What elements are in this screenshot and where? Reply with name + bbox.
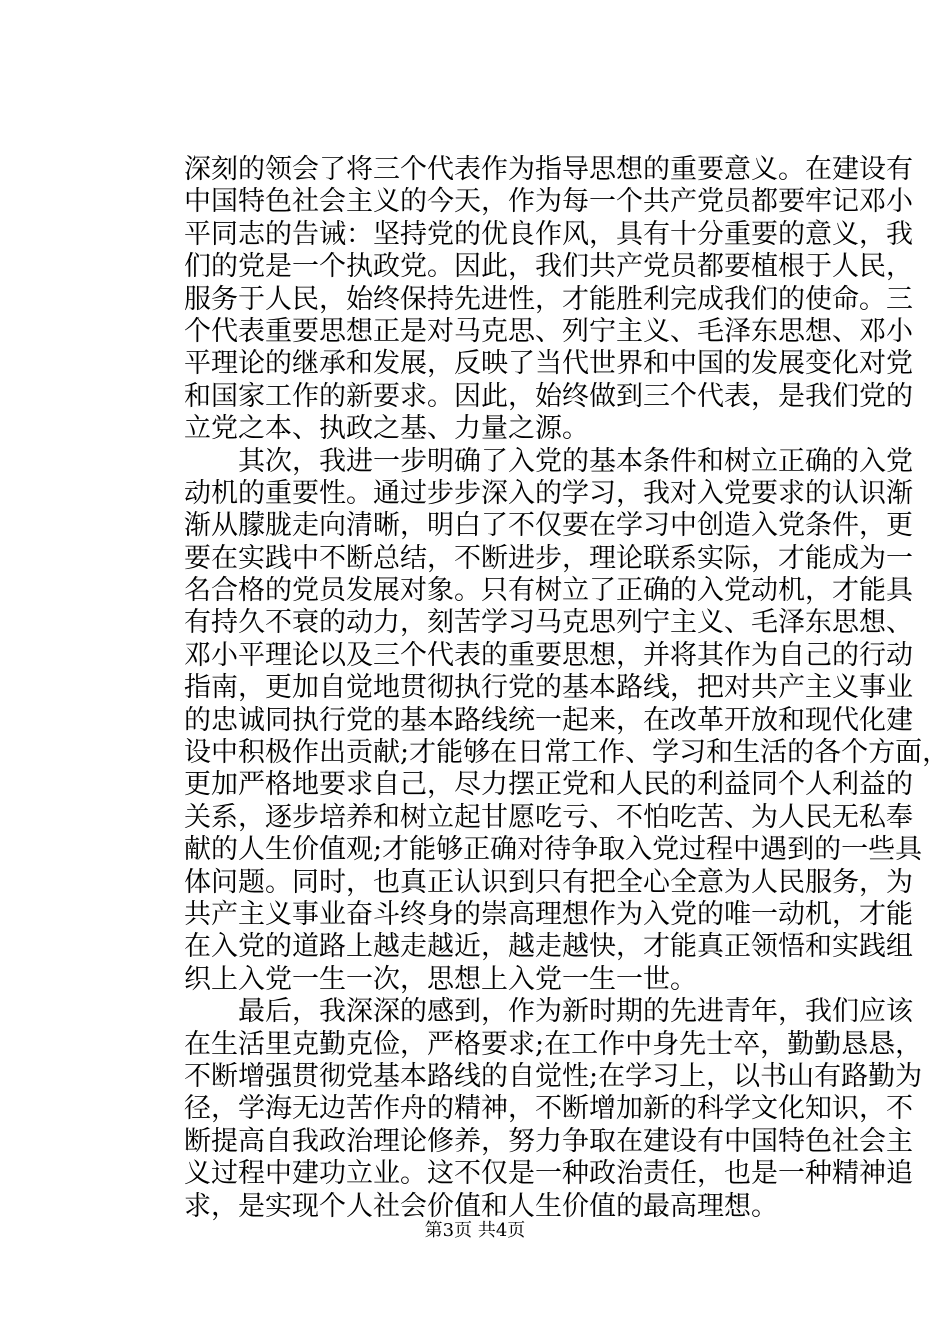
text-line: 平同志的告诫：坚持党的优良作风，具有十分重要的意义，我 [184, 218, 913, 250]
text-line: 和国家工作的新要求。因此，始终做到三个代表，是我们党的 [184, 380, 913, 412]
text-line: 在入党的道路上越走越近，越走越快，才能真正领悟和实践组 [184, 931, 913, 963]
text-line: 个代表重要思想正是对马克思、列宁主义、毛泽东思想、邓小 [184, 315, 913, 347]
text-line: 邓小平理论以及三个代表的重要思想，并将其作为自己的行动 [184, 639, 913, 671]
text-line: 渐从朦胧走向清晰，明白了不仅要在学习中创造入党条件，更 [184, 510, 913, 542]
text-line: 的忠诚同执行党的基本路线统一起来，在改革开放和现代化建 [184, 704, 913, 736]
text-line: 在生活里克勤克俭，严格要求;在工作中身先士卒，勤勤恳恳， [184, 1028, 923, 1060]
text-line: 体问题。同时，也真正认识到只有把全心全意为人民服务，为 [184, 866, 913, 898]
text-line: 断提高自我政治理论修养，努力争取在建设有中国特色社会主 [184, 1125, 913, 1157]
text-line: 织上入党一生一次，思想上入党一生一世。 [184, 963, 697, 995]
text-line: 求，是实现个人社会价值和人生价值的最高理想。 [184, 1190, 778, 1222]
text-line: 中国特色社会主义的今天，作为每一个共产党员都要牢记邓小 [184, 186, 913, 218]
text-line: 名合格的党员发展对象。只有树立了正确的入党动机，才能具 [184, 575, 913, 607]
text-line: 设中积极作出贡献;才能够在日常工作、学习和生活的各个方面， [184, 737, 950, 769]
text-line: 更加严格地要求自己，尽力摆正党和人民的利益同个人利益的 [184, 769, 913, 801]
text-line: 指南，更加自觉地贯彻执行党的基本路线，把对共产主义事业 [184, 672, 913, 704]
text-line: 服务于人民，始终保持先进性，才能胜利完成我们的使命。三 [184, 283, 913, 315]
text-line: 径，学海无边苦作舟的精神，不断增加新的科学文化知识，不 [184, 1093, 913, 1125]
page-number-footer: 第3页 共4页 [424, 1220, 526, 1241]
text-line: 献的人生价值观;才能够正确对待争取入党过程中遇到的一些具 [184, 834, 923, 866]
text-line: 立党之本、执政之基、力量之源。 [184, 413, 589, 445]
text-line: 义过程中建功立业。这不仅是一种政治责任，也是一种精神追 [184, 1158, 913, 1190]
text-line: 要在实践中不断总结，不断进步，理论联系实际，才能成为一 [184, 542, 913, 574]
text-line: 有持久不衰的动力，刻苦学习马克思列宁主义、毛泽东思想、 [184, 607, 913, 639]
text-line: 关系，逐步培养和树立起甘愿吃亏、不怕吃苦、为人民无私奉 [184, 801, 913, 833]
text-line: 最后，我深深的感到，作为新时期的先进青年，我们应该 [184, 996, 913, 1028]
text-line: 深刻的领会了将三个代表作为指导思想的重要意义。在建设有 [184, 154, 913, 185]
body-text [184, 154, 950, 1223]
text-line: 其次，我进一步明确了入党的基本条件和树立正确的入党 [184, 445, 913, 477]
text-line: 不断增强贯彻党基本路线的自觉性;在学习上，以书山有路勤为 [184, 1060, 923, 1092]
text-line: 共产主义事业奋斗终身的崇高理想作为入党的唯一动机，才能 [184, 898, 913, 930]
text-line: 们的党是一个执政党。因此，我们共产党员都要植根于人民， [184, 251, 913, 283]
text-line: 平理论的继承和发展，反映了当代世界和中国的发展变化对党 [184, 348, 913, 380]
text-line: 动机的重要性。通过步步深入的学习，我对入党要求的认识渐 [184, 477, 913, 509]
